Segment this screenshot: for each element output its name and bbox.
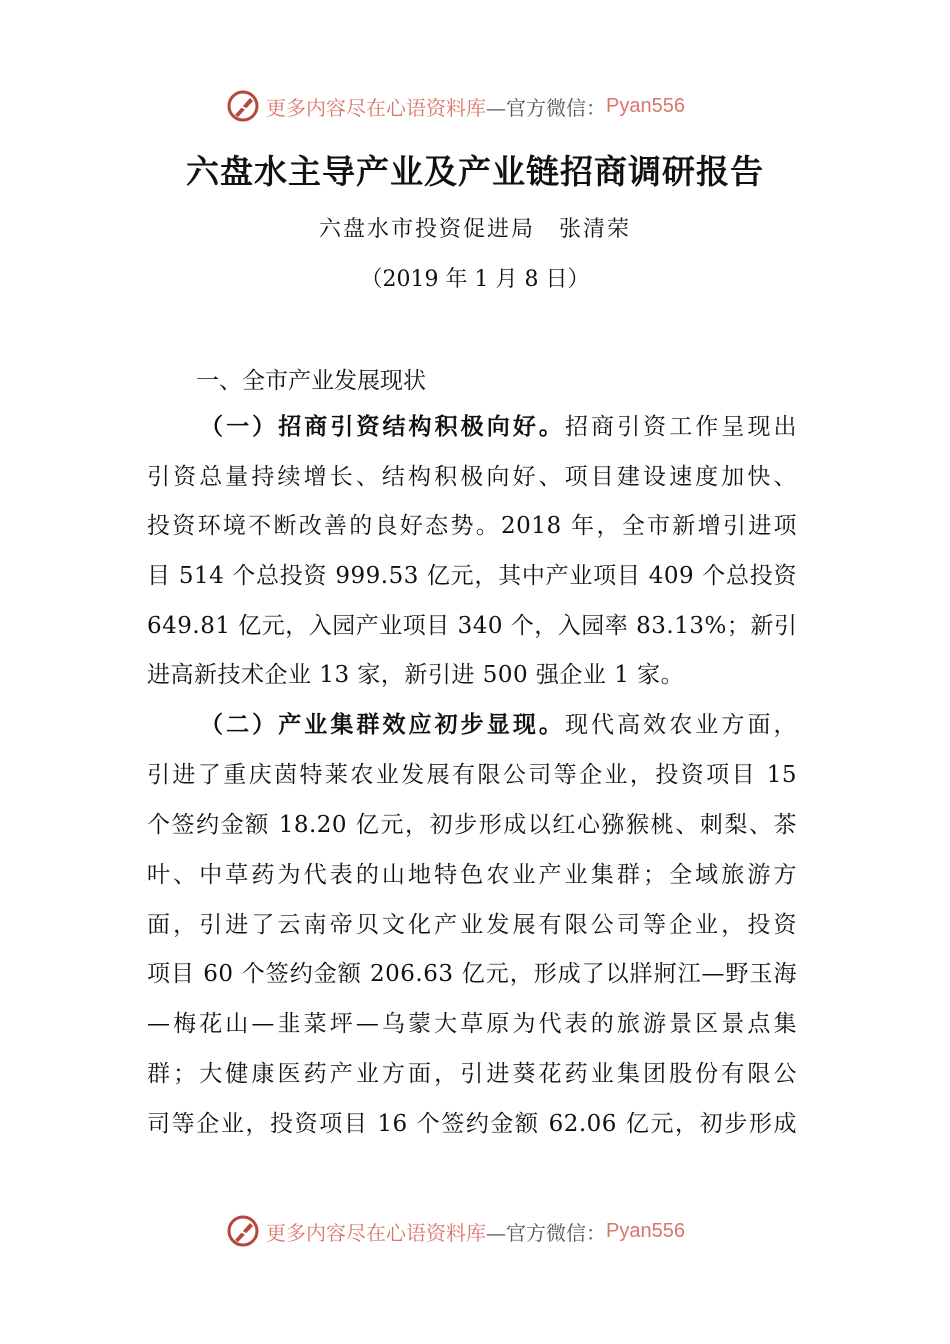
paragraph-line: 项目 60 个签约金额 206.63 亿元，形成了以牂牁江—野玉海	[147, 961, 797, 987]
header-watermark	[226, 86, 726, 126]
paragraph-line: 投资环境不断改善的良好态势。2018 年，全市新增引进项	[147, 513, 797, 539]
paragraph-line: 群；大健康医药产业方面，引进葵花药业集团股份有限公	[147, 1061, 797, 1087]
pen-logo-icon	[226, 89, 260, 123]
footer-watermark	[226, 1211, 726, 1251]
watermark-wechat-id: Pyan556	[606, 94, 685, 117]
paragraph-line: 进高新技术企业 13 家，新引进 500 强企业 1 家。	[147, 662, 685, 688]
document-author: 六盘水市投资促进局 张清荣	[318, 217, 631, 242]
paragraph-line: 面，引进了云南帝贝文化产业发展有限公司等企业，投资	[147, 912, 797, 938]
section-heading: 一、全市产业发展现状	[196, 368, 426, 394]
watermark-wechat-id: Pyan556	[606, 1219, 685, 1242]
paragraph-lead: （二）产业集群效应初步显现。	[200, 711, 565, 738]
paragraph-line: 司等企业，投资项目 16 个签约金额 62.06 亿元，初步形成	[147, 1111, 797, 1137]
document-title: 六盘水主导产业及产业链招商调研报告	[186, 152, 764, 191]
pen-logo-icon	[226, 1214, 260, 1248]
paragraph-line: 649.81 亿元，入园产业项目 340 个，入园率 83.13%；新引	[147, 613, 798, 639]
document-date: （2019 年 1 月 8 日）	[360, 267, 590, 292]
paragraph-line: 引进了重庆茵特莱农业发展有限公司等企业，投资项目 15	[147, 762, 797, 788]
paragraph-line: —梅花山—韭菜坪—乌蒙大草原为代表的旅游景区景点集	[147, 1011, 797, 1037]
paragraph-line: 叶、中草药为代表的山地特色农业产业集群；全域旅游方	[147, 862, 797, 888]
paragraph-lead: （一）招商引资结构积极向好。	[200, 413, 565, 440]
watermark-text: 更多内容尽在心语资料库	[266, 95, 486, 120]
paragraph-line: 个签约金额 18.20 亿元，初步形成以红心猕猴桃、刺梨、茶	[147, 812, 797, 838]
watermark-wechat-label: —官方微信：	[486, 95, 606, 120]
paragraph-line: （二）产业集群效应初步显现。现代高效农业方面，	[200, 711, 798, 738]
paragraph-line: 引资总量持续增长、结构积极向好、项目建设速度加快、	[147, 464, 797, 490]
paragraph-line: 目 514 个总投资 999.53 亿元，其中产业项目 409 个总投资	[147, 563, 797, 589]
watermark-text: 更多内容尽在心语资料库	[266, 1220, 486, 1245]
watermark-wechat-label: —官方微信：	[486, 1220, 606, 1245]
paragraph-line: （一）招商引资结构积极向好。招商引资工作呈现出	[200, 413, 798, 440]
